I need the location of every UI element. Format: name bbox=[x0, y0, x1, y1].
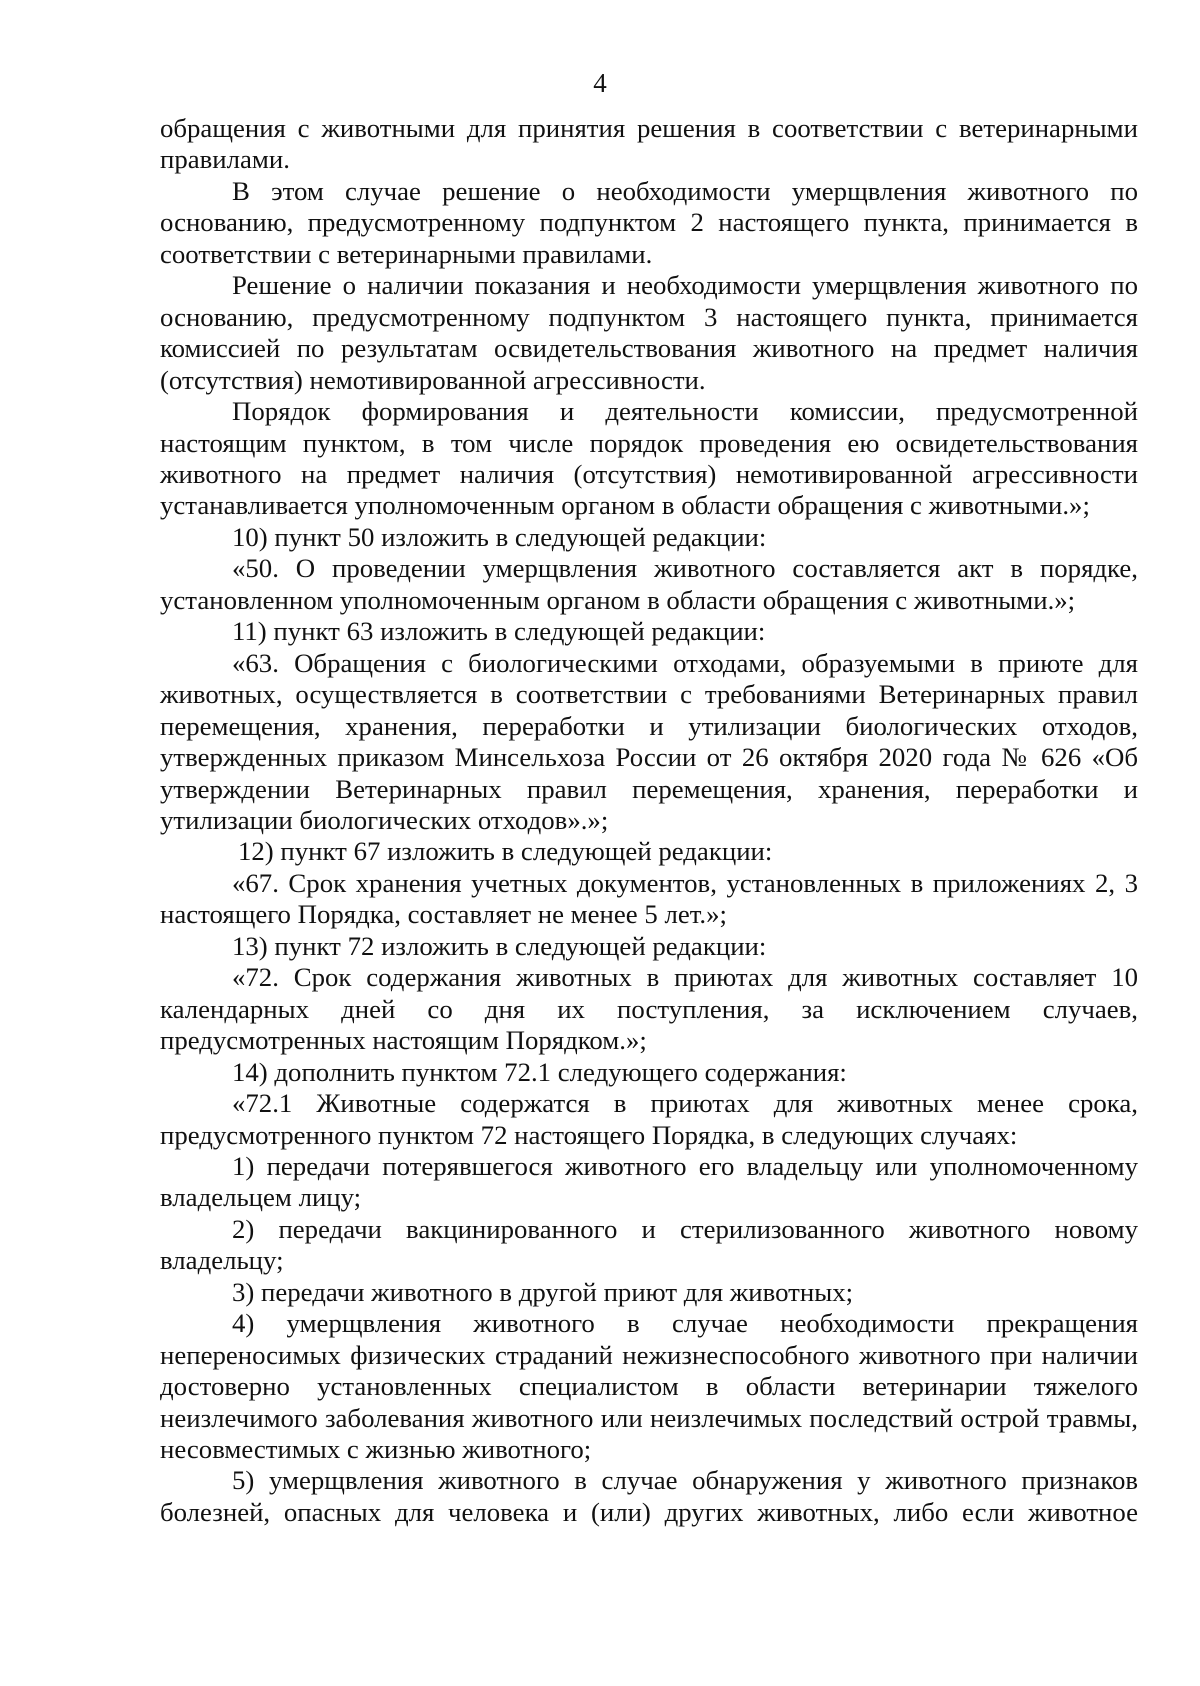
paragraph-p10: «67. Срок хранения учетных документов, установленных в приложениях 2, 3 настоящего Порядка, составляет не менее 5 лет.»; bbox=[160, 867, 1138, 930]
paragraph-p04: Порядок формирования и деятельности комиссии, предусмотренной настоящим пунктом, в том числе порядок проведения ею освидетельствования животного на предмет наличия (отсутствия) немотивированной агрессивности устанавливается уполномоченным органом в области обращения с животными.»; bbox=[160, 396, 1138, 521]
paragraph-p06: «50. О проведении умерщвления животного составляется акт в порядке, установленном уполномоченным органом в области обращения с животными.»; bbox=[160, 553, 1138, 615]
document-body bbox=[160, 113, 1138, 1528]
paragraph-p07: 11) пункт 63 изложить в следующей редакции: bbox=[232, 616, 766, 647]
paragraph-p14: «72.1 Животные содержатся в приютах для животных менее срока, предусмотренного пунктом 72 настоящего Порядка, в следующих случаях: bbox=[160, 1088, 1138, 1150]
paragraph-p05: 10) пункт 50 изложить в следующей редакции: bbox=[232, 521, 767, 552]
paragraph-p08: «63. Обращения с биологическими отходами, образуемыми в приюте для животных, осуществляется в соответствии с требованиями Ветеринарных правил перемещения, хранения, переработки и утилизации биологических отходов, утвержденных приказом Минсельхоза России от 26 октября 2020 года № 626 «Об утверждении Ветеринарных правил перемещения, хранения, переработки и утилизации биологических отходов».»; bbox=[160, 647, 1138, 835]
paragraph-p11: 13) пункт 72 изложить в следующей редакции: bbox=[232, 930, 767, 961]
paragraph-p16: 2) передачи вакцинированного и стерилизованного животного новому владельцу; bbox=[160, 1213, 1138, 1276]
paragraph-p15: 1) передачи потерявшегося животного его владельцу или уполномоченному владельцем лицу; bbox=[160, 1150, 1138, 1213]
paragraph-p01: обращения с животными для принятия решения в соответствии с ветеринарными правилами. bbox=[160, 113, 1138, 175]
paragraph-p09: 12) пункт 67 изложить в следующей редакции: bbox=[238, 836, 773, 867]
paragraph-p02: В этом случае решение о необходимости умерщвления животного по основанию, предусмотренному подпунктом 2 настоящего пункта, принимается в соответствии с ветеринарными правилами. bbox=[160, 175, 1138, 269]
paragraph-p03: Решение о наличии показания и необходимости умерщвления животного по основанию, предусмотренному подпунктом 3 настоящего пункта, принимается комиссией по результатам освидетельствования животного на предмет наличия (отсутствия) немотивированной агрессивности. bbox=[160, 270, 1138, 395]
paragraph-p18: 4) умерщвления животного в случае необходимости прекращения непереносимых физических страданий нежизнеспособного животного при наличии достоверно установленных специалистом в области ветеринарии тяжелого неизлечимого заболевания животного или неизлечимых последствий острой травмы, несовместимых с жизнью животного; bbox=[160, 1308, 1138, 1465]
page-number: 4 bbox=[593, 68, 607, 98]
paragraph-p19: 5) умерщвления животного в случае обнаружения у животного признаков болезней, опасных для человека и (или) других животных, либо если животное bbox=[160, 1465, 1138, 1527]
paragraph-p17: 3) передачи животного в другой приют для животных; bbox=[232, 1276, 854, 1307]
paragraph-p13: 14) дополнить пунктом 72.1 следующего содержания: bbox=[232, 1056, 847, 1087]
paragraph-p12: «72. Срок содержания животных в приютах для животных составляет 10 календарных дней со дня их поступления, за исключением случаев, предусмотренных настоящим Порядком.»; bbox=[160, 962, 1138, 1056]
